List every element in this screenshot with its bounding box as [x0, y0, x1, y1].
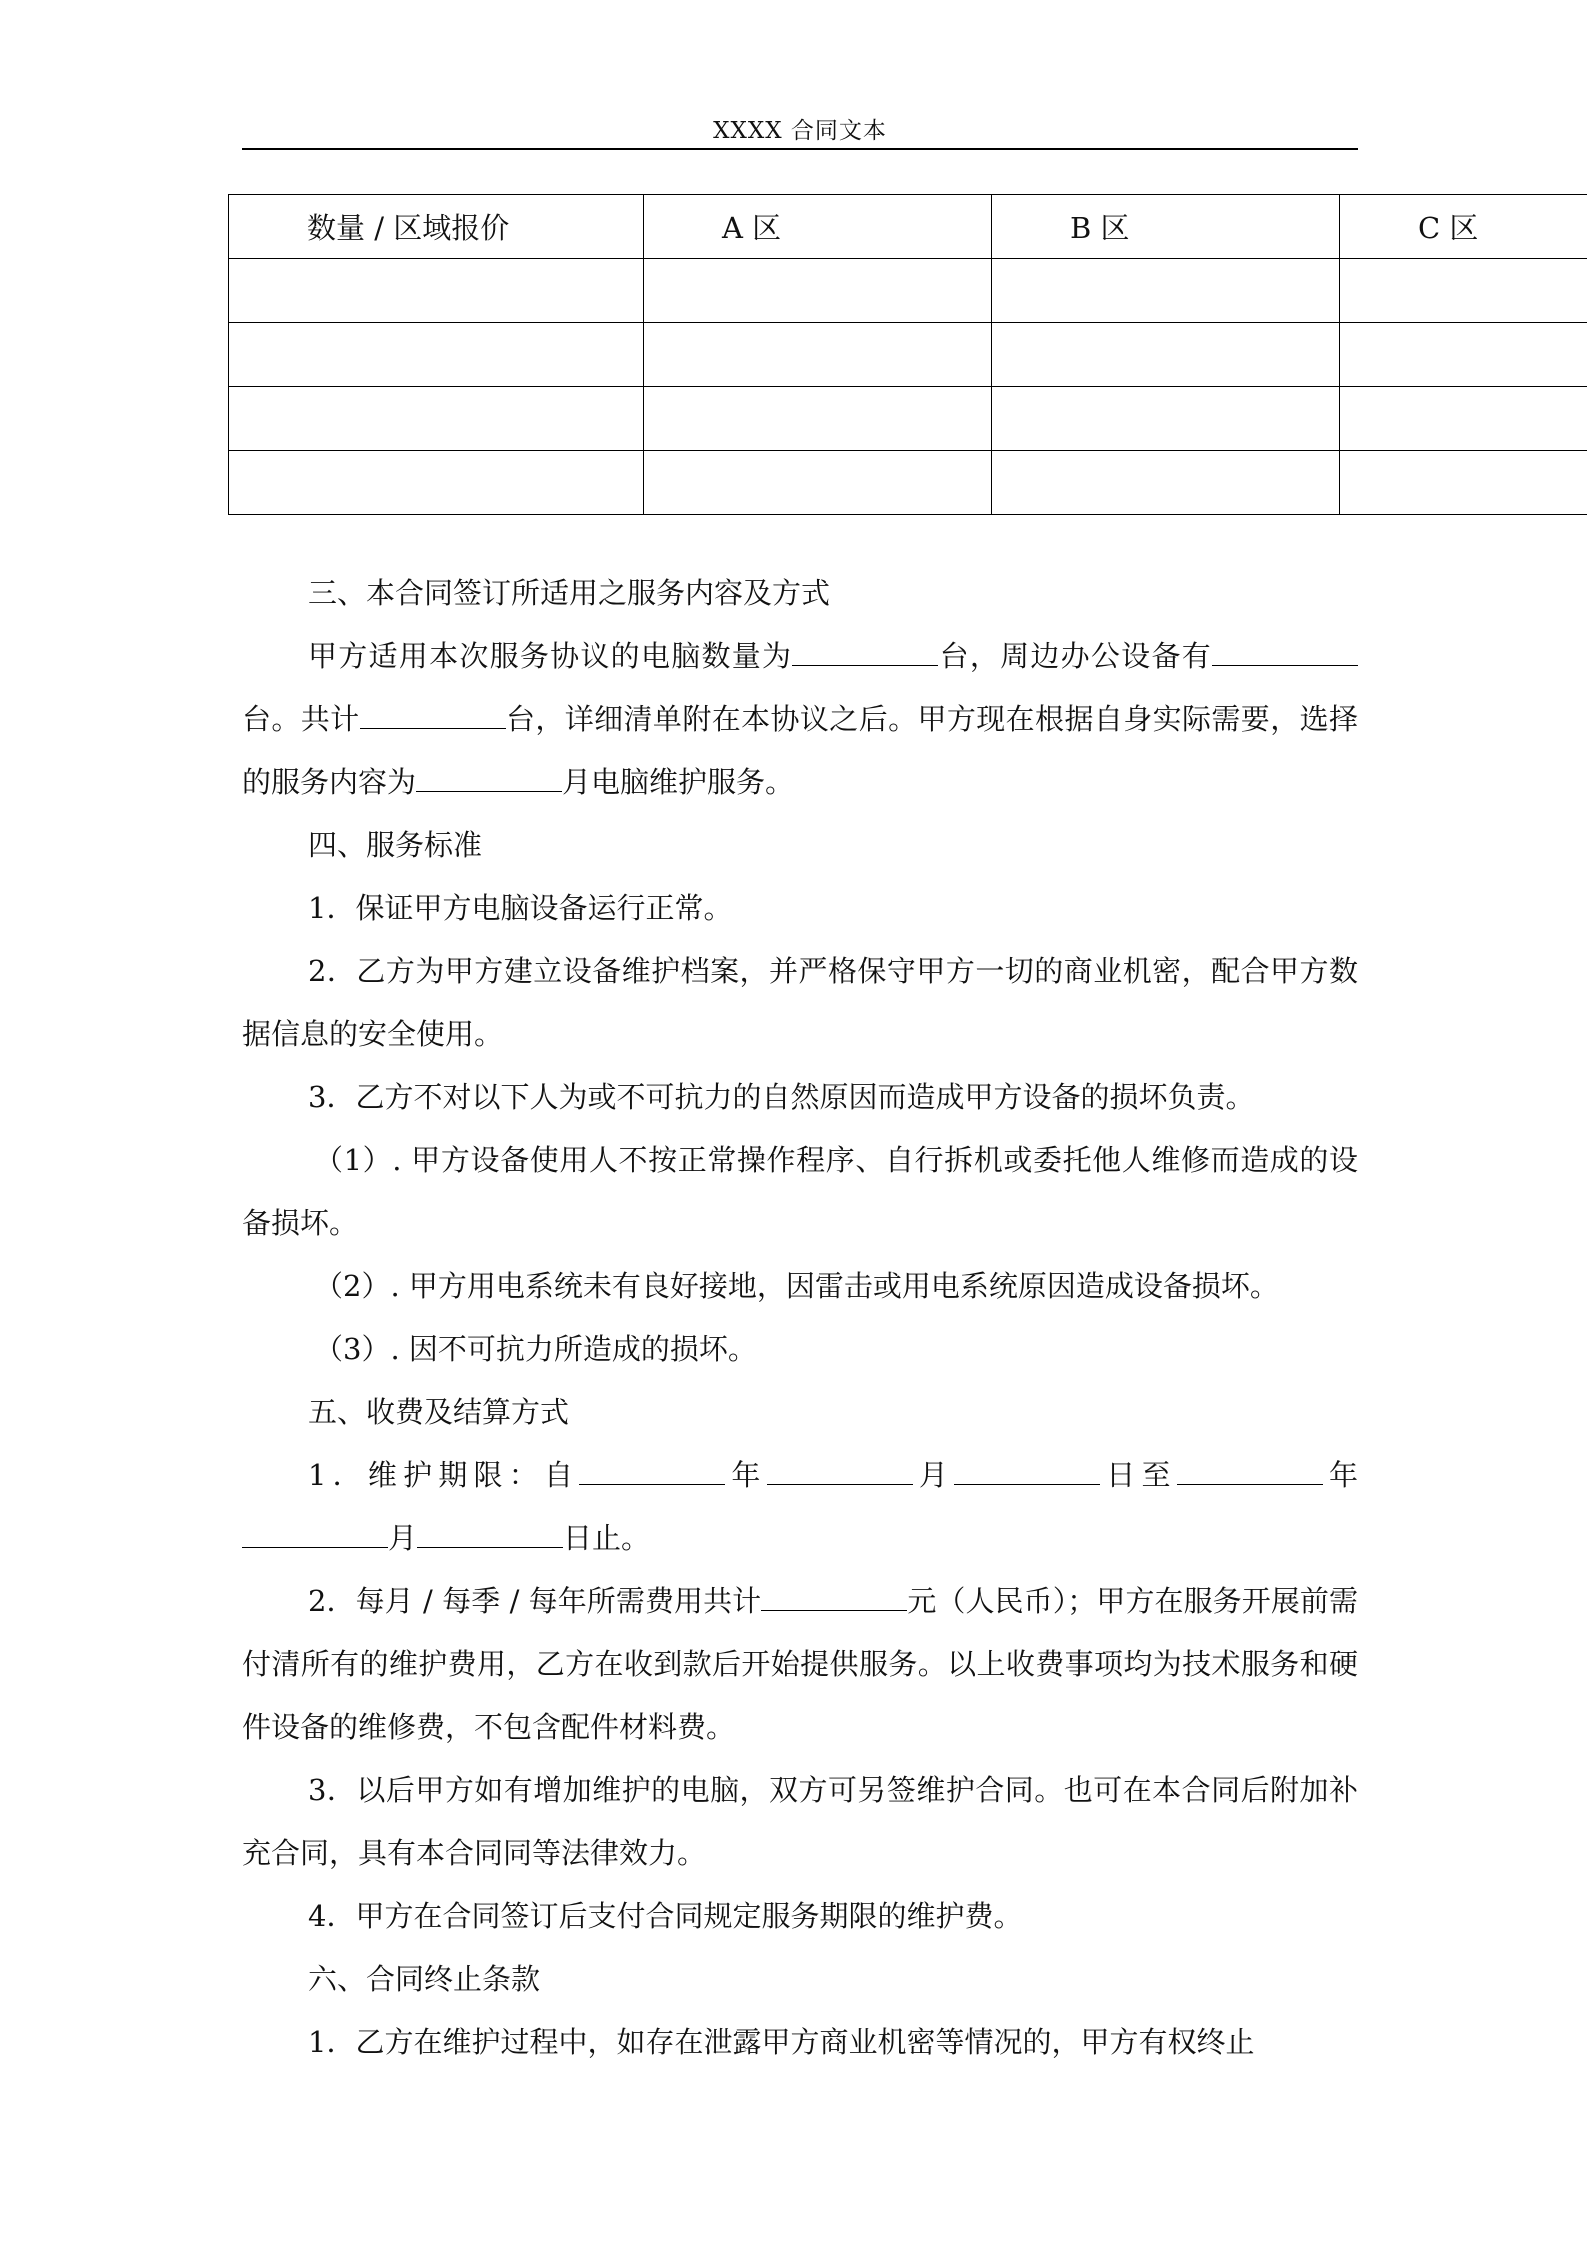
table-header-cell: 数量 / 区域报价	[229, 195, 644, 259]
blank-field[interactable]	[767, 1458, 913, 1485]
blank-field[interactable]	[1177, 1458, 1323, 1485]
table-cell	[992, 387, 1340, 451]
table-cell	[644, 323, 992, 387]
blank-field[interactable]	[360, 702, 506, 729]
text-run: 月	[912, 1458, 955, 1492]
section3-heading: 三、本合同签订所适用之服务内容及方式	[308, 576, 831, 610]
table-cell	[644, 387, 992, 451]
blank-field[interactable]	[242, 1521, 388, 1548]
section5-item-4: 4．甲方在合同签订后支付合同规定服务期限的维护费。	[308, 1899, 1023, 1933]
section4-item-1: 1．保证甲方电脑设备运行正常。	[308, 891, 733, 925]
text-run: 2．每月 / 每季 / 每年所需费用共计	[308, 1584, 762, 1618]
table-cell	[1340, 451, 1587, 515]
table-row	[229, 259, 1587, 323]
section5-item-3: 3．以后甲方如有增加维护的电脑，双方可另签维护合同。也可在本合同后附加补充合同，具有本合同同等法律效力。	[242, 1773, 1358, 1870]
section6-heading: 六、合同终止条款	[308, 1962, 541, 1996]
section4-sub-item-3: （3）. 因不可抗力所造成的损坏。	[314, 1332, 757, 1366]
table-cell	[644, 451, 992, 515]
blank-field[interactable]	[1212, 639, 1358, 666]
table-header-row	[229, 195, 1587, 259]
table-cell	[1340, 259, 1587, 323]
text-run: 日止。	[563, 1521, 651, 1555]
text-run: 元（人民币）；甲方在服务开展前需付清所有的维护费用，乙方在收到款后开始提供服务。以上收费事项均为技术服务和硬件设备的维修费，不包含配件材料费。	[242, 1584, 1358, 1744]
table-cell	[1340, 323, 1587, 387]
section4-item-3: 3．乙方不对以下人为或不可抗力的自然原因而造成甲方设备的损坏负责。	[308, 1080, 1255, 1114]
text-run: 月电脑维护服务。	[562, 765, 795, 799]
table-cell	[229, 259, 644, 323]
table-header-cell: C 区	[1340, 195, 1587, 259]
section5-item-1	[242, 1444, 1358, 1570]
blank-field[interactable]	[417, 1521, 563, 1548]
header-rule	[242, 148, 1358, 150]
text-run: 台，周边办公设备有	[938, 639, 1212, 673]
section4-item-2: 2．乙方为甲方建立设备维护档案，并严格保守甲方一切的商业机密，配合甲方数据信息的安全使用。	[242, 954, 1358, 1051]
section4-sub-item-1: （1）. 甲方设备使用人不按正常操作程序、自行拆机或委托他人维修而造成的设备损坏。	[242, 1143, 1358, 1240]
contract-body	[242, 562, 1358, 2074]
table-cell	[992, 451, 1340, 515]
table-cell	[229, 387, 644, 451]
text-run: 年	[725, 1458, 767, 1492]
table-row	[229, 451, 1587, 515]
table-cell	[229, 451, 644, 515]
table-cell	[992, 259, 1340, 323]
section4-sub-item-2: （2）. 甲方用电系统未有良好接地，因雷击或用电系统原因造成设备损坏。	[314, 1269, 1279, 1303]
section5-item-2	[242, 1570, 1358, 1759]
text-run: 台，详细清单附在本协议之后。甲方现在根据自身实际需要，选择的服务内容为	[242, 702, 1358, 799]
table-cell	[992, 323, 1340, 387]
section6-item-1: 1．乙方在维护过程中，如存在泄露甲方商业机密等情况的，甲方有权终止	[308, 2025, 1255, 2059]
table-header-cell: A 区	[644, 195, 992, 259]
section4-heading: 四、服务标准	[308, 828, 483, 862]
price-table	[228, 194, 1587, 515]
blank-field[interactable]	[416, 765, 562, 792]
table-cell	[644, 259, 992, 323]
table-row	[229, 387, 1587, 451]
blank-field[interactable]	[579, 1458, 725, 1485]
text-run: 年	[1322, 1458, 1358, 1492]
section3-paragraph	[242, 625, 1358, 814]
text-run: 甲方适用本次服务协议的电脑数量为	[308, 639, 793, 673]
document-header-title: XXXX 合同文本	[713, 118, 887, 144]
text-run: 台。共计	[242, 702, 360, 736]
blank-field[interactable]	[954, 1458, 1100, 1485]
blank-field[interactable]	[761, 1584, 907, 1611]
table-cell	[229, 323, 644, 387]
section5-heading: 五、收费及结算方式	[308, 1395, 570, 1429]
text-run: 月	[388, 1521, 418, 1555]
table-row	[229, 323, 1587, 387]
text-run: 1．维护期限：自	[308, 1458, 580, 1492]
text-run: 日至	[1100, 1458, 1177, 1492]
table-cell	[1340, 387, 1587, 451]
table-header-cell: B 区	[992, 195, 1340, 259]
blank-field[interactable]	[792, 639, 938, 666]
